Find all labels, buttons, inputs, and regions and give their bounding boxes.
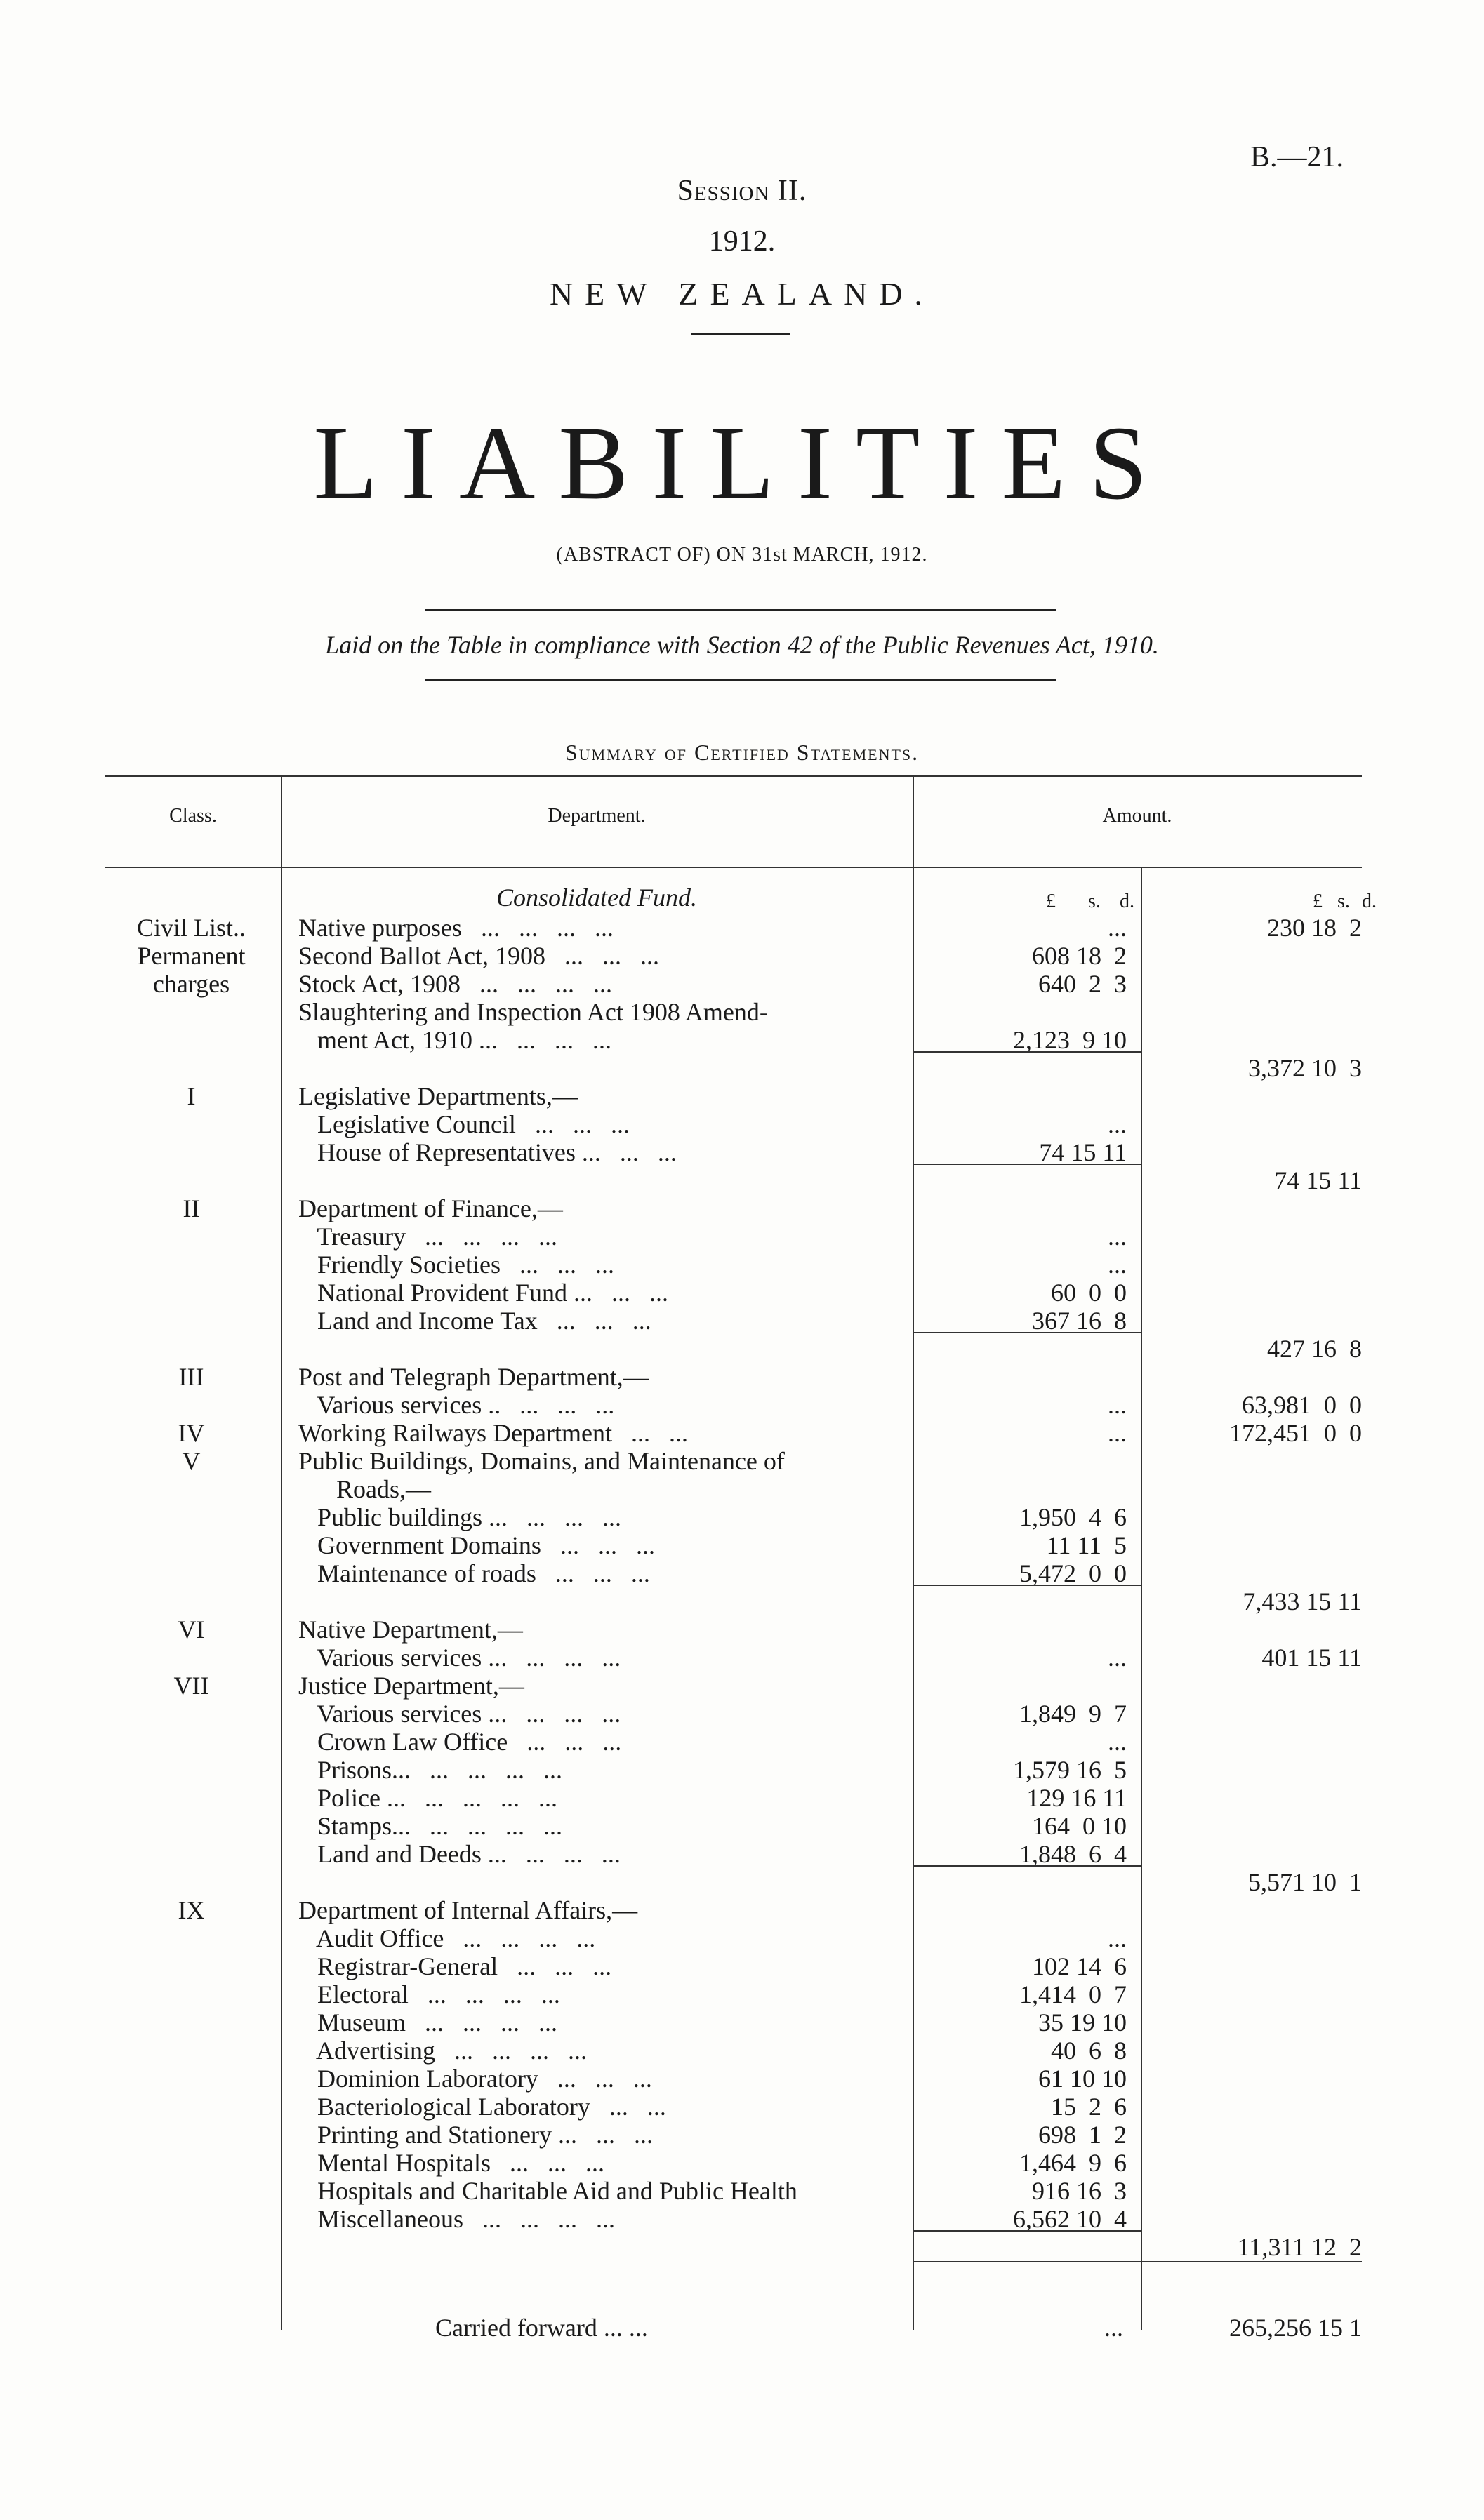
sub-amount: 129 16 11 [1026,1784,1127,1812]
department-label: Electoral ... ... ... ... [298,1980,560,2008]
sub-amount: 608 18 2 [1032,942,1127,970]
sub-amount: 60 0 0 [1051,1279,1127,1307]
sub-amount: 6,562 10 4 [1013,2205,1127,2233]
carried-forward-label: Carried forward ... ... [435,2314,648,2342]
page-title: LIABILITIES [313,405,1171,521]
sub-amount: 1,464 9 6 [1019,2149,1127,2177]
total-amount: 427 16 8 [1267,1335,1362,1363]
class-label: V [182,1447,201,1475]
sub-amount: 40 6 8 [1051,2036,1127,2065]
currency-pence-1: d. [1120,891,1134,912]
department-label: Government Domains ... ... ... [298,1531,655,1559]
sub-amount: 1,579 16 5 [1013,1756,1127,1784]
currency-pence-2: d. [1362,891,1377,912]
subtotal-rule [913,1051,1141,1053]
page-reference: B.—21. [1250,141,1344,173]
sub-amount: ... [1108,1222,1127,1251]
header-department: Department. [548,805,646,827]
sub-amount: ... [1108,1391,1127,1419]
total-amount: 401 15 11 [1261,1644,1362,1672]
sub-amount: ... [1108,1251,1127,1279]
class-label: Permanent [137,942,246,970]
sub-amount: 164 0 10 [1032,1812,1127,1840]
subtotal-rule [913,1164,1141,1165]
department-label: Police ... ... ... ... ... [298,1784,557,1812]
sub-amount: 367 16 8 [1032,1307,1127,1335]
class-label: IV [178,1419,205,1447]
col-divider-class [281,775,282,2330]
subtotal-rule [913,1865,1141,1867]
class-label: charges [152,970,230,998]
department-label: Various services ... ... ... ... [298,1700,621,1728]
department-label: Land and Income Tax ... ... ... [298,1307,651,1335]
country-label: NEW ZEALAND. [549,276,935,312]
total-amount: 11,311 12 2 [1237,2233,1362,2261]
department-label: Legislative Departments,— [298,1082,578,1110]
sub-amount: ... [1108,1419,1127,1447]
sub-amount: 74 15 11 [1039,1138,1127,1166]
department-label: Advertising ... ... ... ... [298,2036,587,2065]
department-label: Stamps... ... ... ... ... [298,1812,563,1840]
department-label: Prisons... ... ... ... ... [298,1756,563,1784]
class-label: VII [173,1672,209,1700]
department-label: Mental Hospitals ... ... ... [298,2149,604,2177]
department-label: Native purposes ... ... ... ... [298,914,614,942]
department-label: Treasury ... ... ... ... [298,1222,558,1251]
department-label: Native Department,— [298,1615,523,1644]
department-label: Public Buildings, Domains, and Maintenance of [298,1447,785,1475]
sub-amount: 698 1 2 [1038,2121,1127,2149]
department-label: Maintenance of roads ... ... ... [298,1559,650,1587]
fund-heading: Consolidated Fund. [496,884,697,912]
sub-amount: 1,849 9 7 [1019,1700,1127,1728]
table-top-rule [105,775,1362,777]
carried-forward-rule [913,2261,1362,2262]
total-amount: 172,451 0 0 [1229,1419,1362,1447]
department-label: Friendly Societies ... ... ... [298,1251,614,1279]
sub-amount: 2,123 9 10 [1013,1026,1127,1054]
divider-top [425,609,1056,611]
laid-note: Laid on the Table in compliance with Section 42 of the Public Revenues Act, 1910. [325,631,1159,659]
department-label: Audit Office ... ... ... ... [298,1924,596,1952]
department-label: ment Act, 1910 ... ... ... ... [298,1026,611,1054]
total-amount: 63,981 0 0 [1242,1391,1362,1419]
department-label: Slaughtering and Inspection Act 1908 Amend- [298,998,768,1026]
department-label: Miscellaneous ... ... ... ... [298,2205,615,2233]
total-amount: 230 18 2 [1267,914,1362,942]
sub-amount: ... [1108,1924,1127,1952]
class-label: III [178,1363,204,1391]
department-label: Department of Finance,— [298,1194,563,1222]
class-label: I [187,1082,196,1110]
department-label: Public buildings ... ... ... ... [298,1503,622,1531]
sub-amount: ... [1108,1110,1127,1138]
department-label: Roads,— [298,1475,431,1503]
department-label: Registrar-General ... ... ... [298,1952,612,1980]
total-amount: 7,433 15 11 [1243,1587,1362,1615]
sub-amount: 1,848 6 4 [1019,1840,1127,1868]
carried-forward-sub: ... [1104,2314,1123,2342]
sub-amount: 15 2 6 [1051,2093,1127,2121]
department-label: Museum ... ... ... ... [298,2008,557,2036]
currency-shillings-2: s. [1337,891,1350,912]
class-label: VI [178,1615,205,1644]
sub-amount: 916 16 3 [1032,2177,1127,2205]
sub-amount: ... [1108,1644,1127,1672]
sub-amount: 1,414 0 7 [1019,1980,1127,2008]
sub-amount: 61 10 10 [1038,2065,1127,2093]
sub-amount: 5,472 0 0 [1019,1559,1127,1587]
sub-amount: 640 2 3 [1038,970,1127,998]
sub-amount: 1,950 4 6 [1019,1503,1127,1531]
department-label: Working Railways Department ... ... [298,1419,688,1447]
department-label: Legislative Council ... ... ... [298,1110,630,1138]
currency-pounds-2: £ [1313,891,1323,912]
subtotal-rule [913,1585,1141,1586]
class-label: II [183,1194,200,1222]
header-amount: Amount. [1102,805,1172,827]
department-label: Justice Department,— [298,1672,524,1700]
session-label: Session II. [677,175,807,207]
title-divider [691,333,790,335]
sub-amount: 11 11 5 [1046,1531,1127,1559]
page-subtitle: (ABSTRACT OF) ON 31st MARCH, 1912. [556,544,928,566]
summary-heading: Summary of Certified Statements. [564,740,920,765]
department-label: Dominion Laboratory ... ... ... [298,2065,652,2093]
currency-pounds-1: £ [1046,891,1056,912]
total-amount: 3,372 10 3 [1248,1054,1362,1082]
sub-amount: ... [1108,914,1127,942]
sub-amount: ... [1108,1728,1127,1756]
currency-shillings-1: s. [1088,891,1101,912]
divider-bottom [425,679,1056,681]
carried-forward-total: 265,256 15 1 [1229,2314,1362,2342]
department-label: Stock Act, 1908 ... ... ... ... [298,970,612,998]
department-label: Crown Law Office ... ... ... [298,1728,622,1756]
subtotal-rule [913,1332,1141,1333]
total-amount: 74 15 11 [1274,1166,1362,1194]
summary-table [105,775,1377,2342]
department-label: Land and Deeds ... ... ... ... [298,1840,621,1868]
department-label: National Provident Fund ... ... ... [298,1279,668,1307]
sub-amount: 102 14 6 [1032,1952,1127,1980]
department-label: Various services .. ... ... ... [298,1391,615,1419]
total-amount: 5,571 10 1 [1248,1868,1362,1896]
department-label: House of Representatives ... ... ... [298,1138,677,1166]
department-label: Printing and Stationery ... ... ... [298,2121,653,2149]
class-label: IX [178,1896,205,1924]
class-label: Civil List.. [136,914,246,942]
department-label: Hospitals and Charitable Aid and Public Health [298,2177,797,2205]
subtotal-rule [913,2230,1141,2232]
department-label: Various services ... ... ... ... [298,1644,621,1672]
department-label: Second Ballot Act, 1908 ... ... ... [298,942,659,970]
department-label: Post and Telegraph Department,— [298,1363,649,1391]
header-class: Class. [169,805,217,827]
sub-amount: 35 19 10 [1038,2008,1127,2036]
year-label: 1912. [708,225,776,258]
table-header-rule [105,867,1362,868]
department-label: Department of Internal Affairs,— [298,1896,638,1924]
department-label: Bacteriological Laboratory ... ... [298,2093,666,2121]
